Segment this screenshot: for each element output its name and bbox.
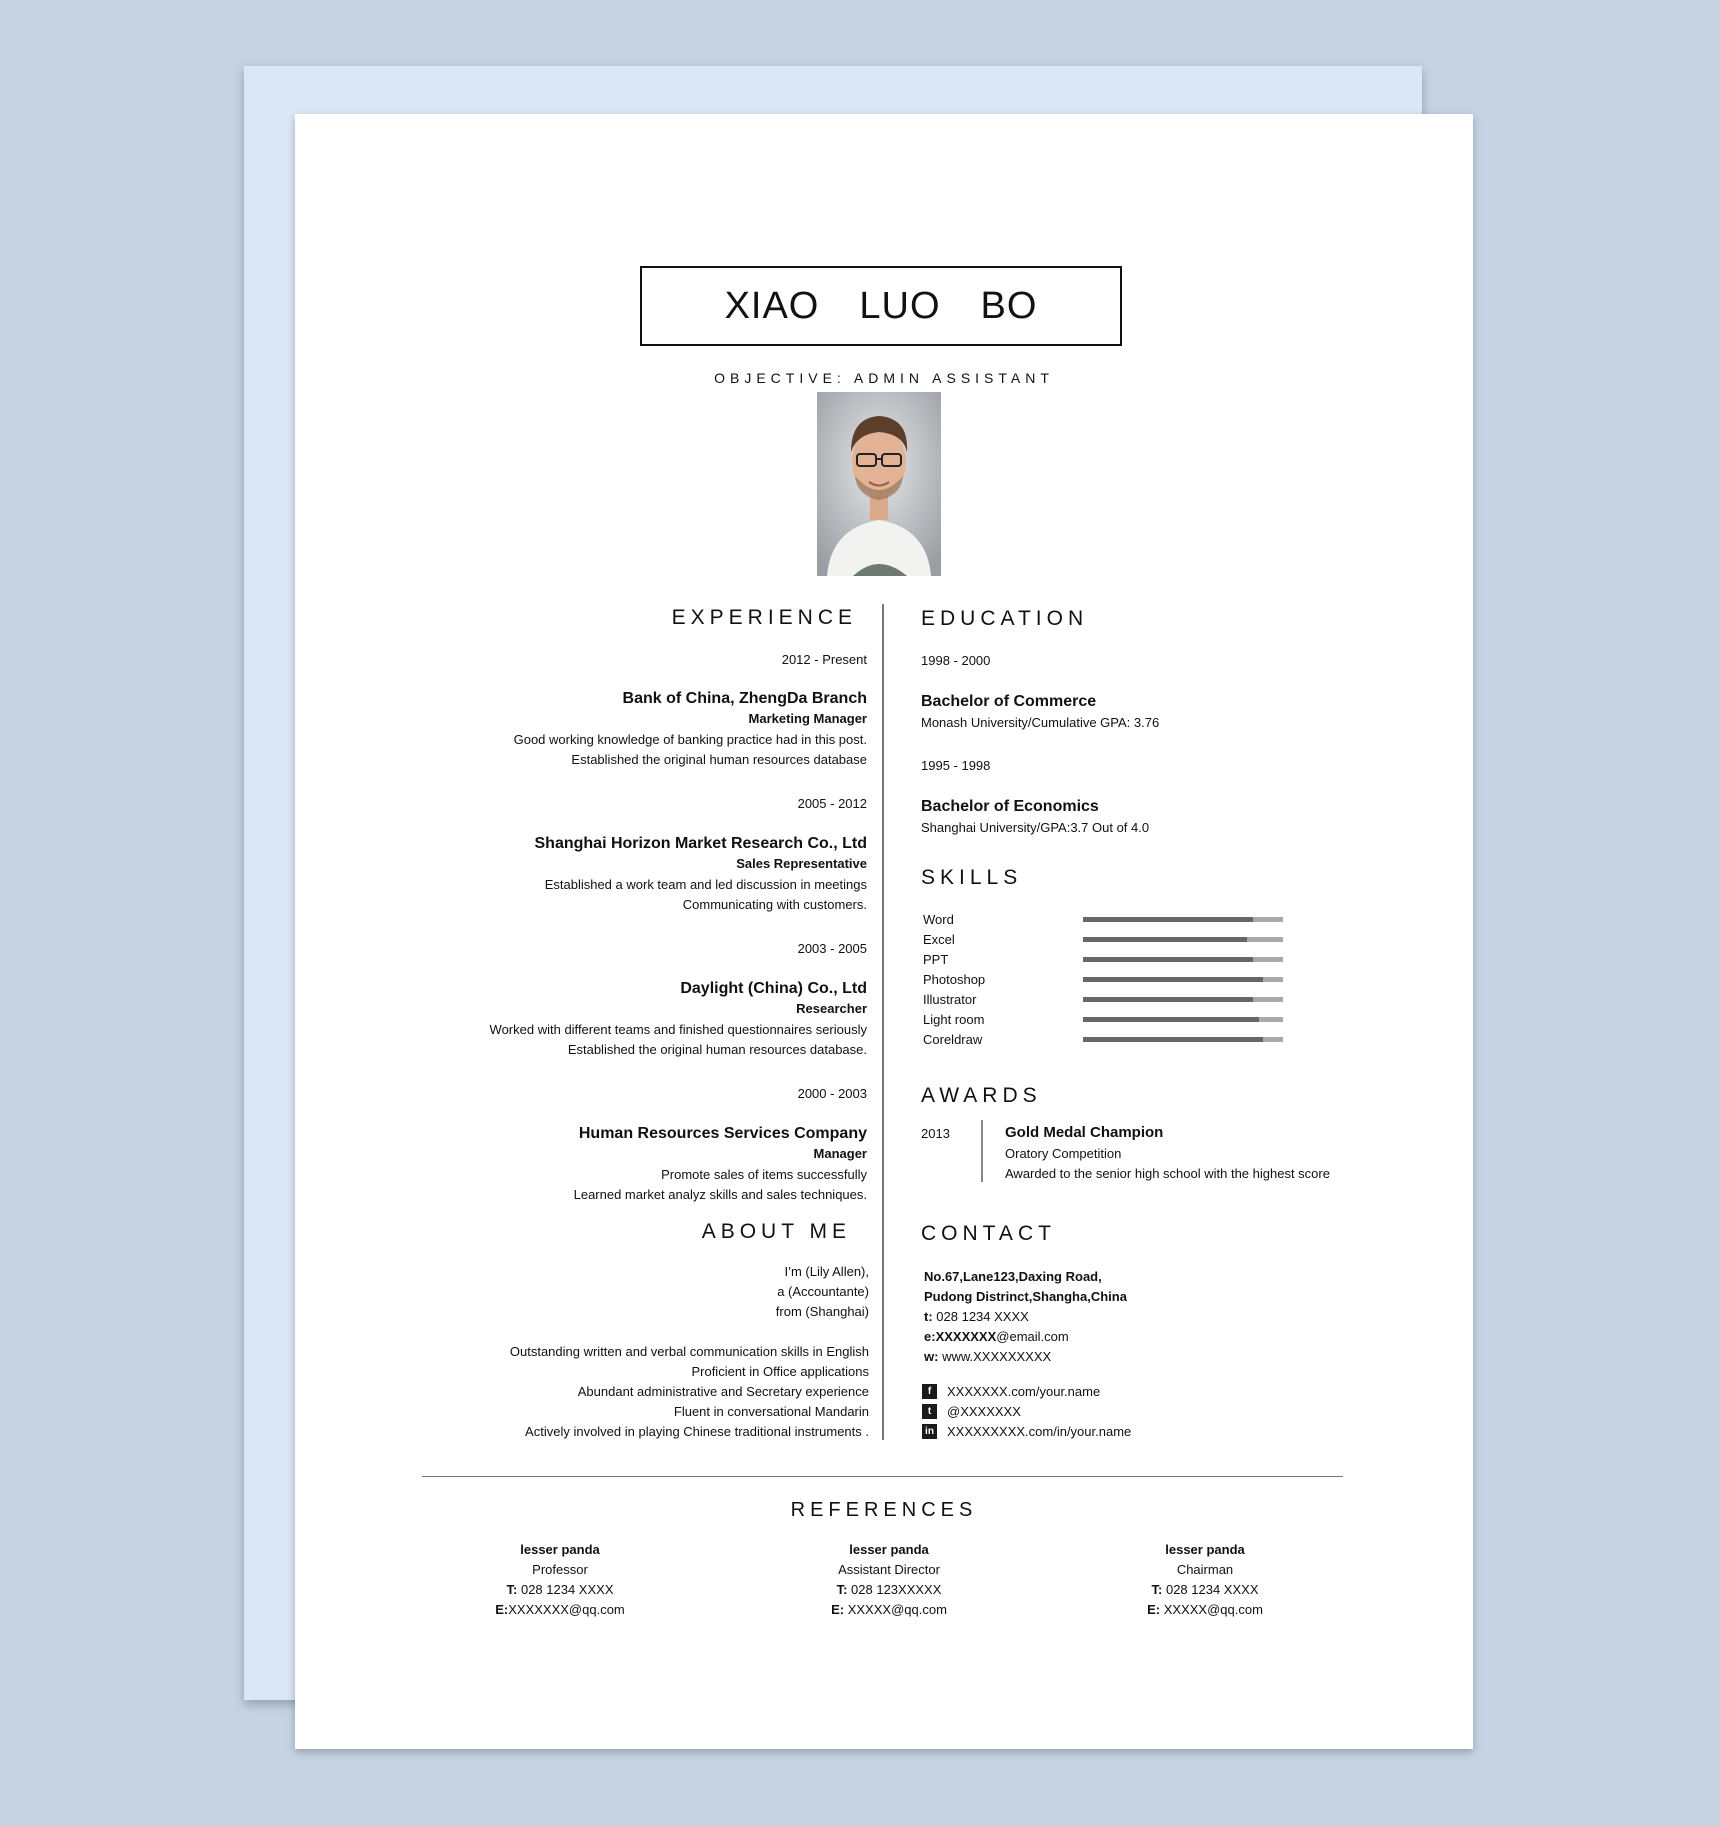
- references-title: REFERENCES: [790, 1499, 978, 1521]
- skill-label: Photoshop: [923, 971, 986, 987]
- education-school: Monash University/Cumulative GPA: 3.76: [921, 715, 1160, 730]
- reference-title: Assistant Director: [838, 1562, 940, 1577]
- skill-label: Excel: [923, 931, 955, 947]
- about-intro-line: a (Accountante): [777, 1284, 869, 1299]
- about-intro-line: from (Shanghai): [775, 1304, 869, 1319]
- reference-phone-value: 028 1234 XXXX: [520, 1582, 614, 1597]
- experience-date: 2005 - 2012: [797, 796, 867, 811]
- reference-phone-label: T:: [1151, 1582, 1163, 1597]
- skill-label: Illustrator: [923, 991, 977, 1007]
- social-facebook[interactable]: [922, 1381, 1100, 1401]
- contact-email-label: e:: [924, 1329, 936, 1344]
- award-line: Oratory Competition: [1005, 1146, 1122, 1161]
- reference-title: Chairman: [1176, 1562, 1234, 1577]
- experience-title: EXPERIENCE: [671, 606, 857, 629]
- about-line: Actively involved in playing Chinese traditional instruments .: [525, 1424, 869, 1439]
- reference-phone: [410, 1580, 710, 1600]
- name-box: [640, 266, 1122, 346]
- resume-page: [295, 114, 1473, 1749]
- education-date: 1995 - 1998: [921, 758, 991, 773]
- education-school: Shanghai University/GPA:3.7 Out of 4.0: [921, 820, 1150, 835]
- experience-company: Bank of China, ZhengDa Branch: [622, 690, 867, 707]
- skill-bar-fill: [1083, 917, 1253, 922]
- contact-website[interactable]: [924, 1347, 1051, 1367]
- objective: OBJECTIVE: ADMIN ASSISTANT: [714, 370, 1054, 386]
- reference-phone-label: T:: [836, 1582, 848, 1597]
- contact-phone-label: t:: [924, 1309, 933, 1324]
- skill-bar-fill: [1083, 1017, 1259, 1022]
- skill-row: [923, 969, 1283, 989]
- award-line: Awarded to the senior high school with the highest score: [1005, 1166, 1330, 1181]
- contact-website-label: w:: [924, 1349, 939, 1364]
- contact-website-value: www.XXXXXXXXX: [942, 1349, 1052, 1364]
- skill-label: Coreldraw: [923, 1031, 983, 1047]
- skill-bar: [1083, 957, 1283, 962]
- skill-bar: [1083, 1037, 1283, 1042]
- reference-card: [1055, 1540, 1355, 1620]
- skills-title: SKILLS: [921, 866, 1023, 889]
- reference-name: lesser panda: [849, 1542, 929, 1557]
- skill-bar: [1083, 997, 1283, 1002]
- social-linkedin-text: XXXXXXXXX.com/in/your.name: [947, 1423, 1132, 1439]
- name-last: BO: [980, 284, 1038, 327]
- reference-email-value: XXXXXXX@qq.com: [508, 1602, 625, 1617]
- experience-line: Promote sales of items successfully: [661, 1167, 867, 1182]
- award-name: Gold Medal Champion: [1005, 1124, 1164, 1141]
- experience-date: 2012 - Present: [781, 652, 867, 667]
- experience-line: Learned market analyz skills and sales techniques.: [573, 1187, 867, 1202]
- about-line: Proficient in Office applications: [691, 1364, 869, 1379]
- skill-bar: [1083, 917, 1283, 922]
- skill-row: [923, 1029, 1283, 1049]
- reference-email-value: XXXXX@qq.com: [847, 1602, 947, 1617]
- experience-company: Human Resources Services Company: [578, 1125, 867, 1142]
- reference-phone: [1055, 1580, 1355, 1600]
- contact-phone-value: 028 1234 XXXX: [936, 1309, 1029, 1324]
- reference-email-value: XXXXX@qq.com: [1163, 1602, 1263, 1617]
- education-degree: Bachelor of Economics: [921, 798, 1099, 815]
- skill-bar-fill: [1083, 997, 1253, 1002]
- experience-line: Worked with different teams and finished questionnaires seriously: [489, 1022, 867, 1037]
- profile-photo: [817, 392, 941, 576]
- awards-title: AWARDS: [921, 1084, 1042, 1107]
- social-facebook-text: XXXXXXX.com/your.name: [947, 1383, 1101, 1399]
- social-twitter-text: @XXXXXXX: [947, 1403, 1021, 1419]
- skill-row: [923, 1009, 1283, 1029]
- experience-line: Established the original human resources database: [571, 752, 867, 767]
- experience-line: Good working knowledge of banking practice had in this post.: [513, 732, 867, 747]
- facebook-icon: f: [922, 1384, 937, 1399]
- skill-bar: [1083, 937, 1283, 942]
- name-first: XIAO: [724, 284, 820, 327]
- column-divider: [882, 604, 884, 1440]
- contact-address-line: Pudong Distrinct,Shangha,China: [924, 1289, 1127, 1304]
- experience-line: Established the original human resources database.: [567, 1042, 867, 1057]
- contact-email[interactable]: [924, 1327, 1069, 1347]
- skill-row: [923, 989, 1283, 1009]
- reference-name: lesser panda: [520, 1542, 600, 1557]
- education-date: 1998 - 2000: [921, 653, 991, 668]
- about-line: Outstanding written and verbal communication skills in English: [509, 1344, 869, 1359]
- linkedin-icon: in: [922, 1424, 937, 1439]
- education-degree: Bachelor of Commerce: [921, 693, 1097, 710]
- reference-phone: [739, 1580, 1039, 1600]
- skill-row: [923, 909, 1283, 929]
- experience-company: Shanghai Horizon Market Research Co., Ltd: [534, 835, 867, 852]
- twitter-icon: t: [922, 1404, 937, 1419]
- skill-bar-fill: [1083, 977, 1263, 982]
- social-twitter[interactable]: [922, 1401, 1021, 1421]
- reference-email[interactable]: [1055, 1600, 1355, 1620]
- reference-phone-label: T:: [506, 1582, 518, 1597]
- reference-card: [739, 1540, 1039, 1620]
- skill-bar-fill: [1083, 957, 1253, 962]
- reference-card: [410, 1540, 710, 1620]
- social-linkedin[interactable]: [922, 1421, 1131, 1441]
- reference-email-label: E:: [1147, 1602, 1161, 1617]
- about-line: Abundant administrative and Secretary experience: [577, 1384, 869, 1399]
- education-title: EDUCATION: [921, 607, 1089, 630]
- reference-phone-value: 028 123XXXXX: [851, 1582, 942, 1597]
- reference-email-label: E:: [831, 1602, 845, 1617]
- name-middle: LUO: [859, 284, 941, 327]
- reference-title: Professor: [532, 1562, 588, 1577]
- about-intro-line: I’m (Lily Allen),: [784, 1264, 869, 1279]
- skill-bar-fill: [1083, 937, 1247, 942]
- references-divider: [422, 1476, 1343, 1477]
- experience-date: 2003 - 2005: [797, 941, 867, 956]
- skill-row: [923, 929, 1283, 949]
- experience-role: Researcher: [796, 1001, 867, 1016]
- contact-address-line: No.67,Lane123,Daxing Road,: [924, 1269, 1102, 1284]
- skill-bar-fill: [1083, 1037, 1263, 1042]
- reference-phone-value: 028 1234 XXXX: [1165, 1582, 1259, 1597]
- about-line: Fluent in conversational Mandarin: [673, 1404, 869, 1419]
- award-divider: [981, 1120, 983, 1182]
- skill-label: PPT: [923, 951, 949, 967]
- experience-date: 2000 - 2003: [797, 1086, 867, 1101]
- skill-label: Word: [923, 911, 954, 927]
- skill-label: Light room: [923, 1011, 985, 1027]
- experience-role: Manager: [813, 1146, 867, 1161]
- contact-phone: [924, 1307, 1029, 1327]
- reference-email[interactable]: [739, 1600, 1039, 1620]
- experience-company: Daylight (China) Co., Ltd: [680, 980, 867, 997]
- experience-role: Marketing Manager: [748, 711, 867, 726]
- skill-bar: [1083, 1017, 1283, 1022]
- experience-line: Established a work team and led discussion in meetings: [544, 877, 867, 892]
- reference-email-label: E:: [495, 1602, 509, 1617]
- skill-bar: [1083, 977, 1283, 982]
- contact-email-user: XXXXXXX: [935, 1329, 997, 1344]
- reference-email[interactable]: [410, 1600, 710, 1620]
- skill-row: [923, 949, 1283, 969]
- contact-email-domain: @email.com: [996, 1329, 1069, 1344]
- award-year: 2013: [921, 1126, 950, 1141]
- about-title: ABOUT ME: [701, 1220, 851, 1243]
- contact-title: CONTACT: [921, 1222, 1056, 1245]
- reference-name: lesser panda: [1165, 1542, 1245, 1557]
- experience-role: Sales Representative: [736, 856, 867, 871]
- experience-line: Communicating with customers.: [682, 897, 867, 912]
